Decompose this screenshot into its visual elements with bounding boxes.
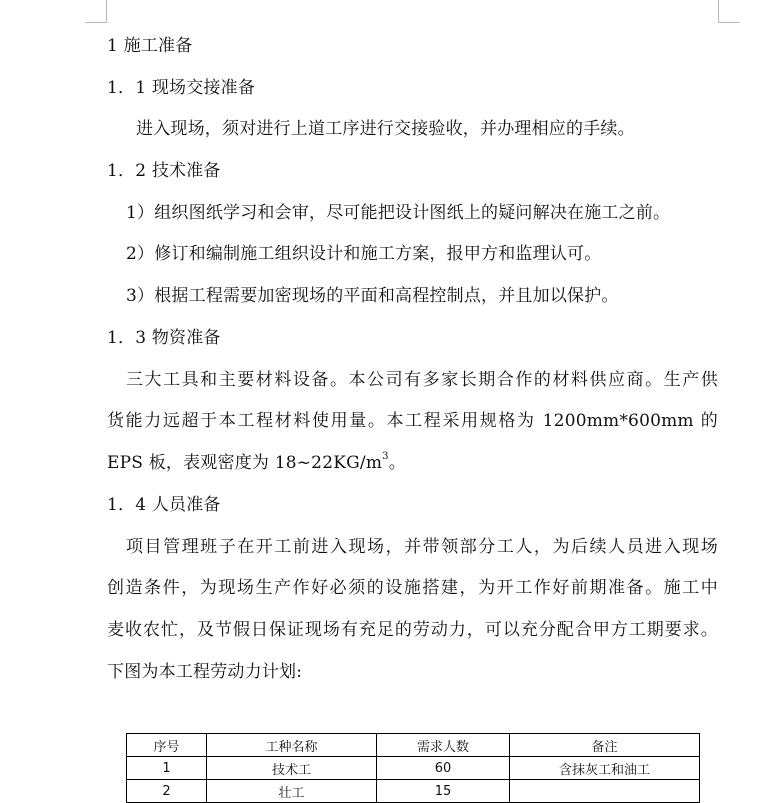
page-margin-corner-top-right [718, 0, 740, 23]
list-item-technical-2: 2）修订和编制施工组织设计和施工方案，报甲方和监理认可。 [126, 244, 602, 264]
list-item-technical-1: 1）组织图纸学习和会审，尽可能把设计图纸上的疑问解决在施工之前。 [126, 203, 671, 223]
list-item-technical-3: 3）根据工程需要加密现场的平面和高程控制点，并且加以保护。 [126, 286, 619, 306]
labor-plan-table [126, 733, 700, 803]
table-cell: 技术工 [207, 757, 377, 780]
table-cell: 60 [377, 757, 510, 780]
paragraph-personnel-line-4: 下图为本工程劳动力计划: [107, 662, 303, 682]
sentence-period: 。 [388, 453, 406, 473]
table-header-row [127, 734, 700, 757]
subsection-heading-site-handover: 1．1 现场交接准备 [107, 78, 256, 98]
table-header-cell: 需求人数 [377, 734, 510, 757]
paragraph-site-handover: 进入现场，须对进行上道工序进行交接验收，并办理相应的手续。 [136, 119, 635, 139]
paragraph-materials-line-1: 三大工具和主要材料设备。本公司有多家长期合作的材料供应商。生产供 [126, 370, 718, 390]
table-cell: 2 [127, 780, 207, 803]
table-header-cell: 工种名称 [207, 734, 377, 757]
paragraph-personnel-line-2: 创造条件，为现场生产作好必须的设施搭建，为开工作好前期准备。施工中 [107, 578, 718, 598]
section-title: 1 施工准备 [107, 36, 193, 56]
table-row [127, 757, 700, 780]
table-row [127, 780, 700, 803]
subsection-heading-technical: 1．2 技术准备 [107, 161, 221, 181]
subsection-heading-materials: 1．3 物资准备 [107, 328, 221, 348]
table-cell: 15 [377, 780, 510, 803]
density-text: EPS 板，表观密度为 18~22KG/m [107, 453, 383, 473]
subsection-heading-personnel: 1．4 人员准备 [107, 495, 221, 515]
paragraph-personnel-line-1: 项目管理班子在开工前进入现场，并带领部分工人，为后续人员进入现场 [126, 537, 718, 557]
density-unit-exponent: 3 [382, 451, 389, 463]
table-header-cell: 序号 [127, 734, 207, 757]
paragraph-materials-line-2: 货能力远超于本工程材料使用量。本工程采用规格为 1200mm*600mm 的 [107, 411, 718, 431]
table-cell: 含抹灰工和油工 [510, 757, 700, 780]
page-margin-corner-top-left [85, 0, 107, 23]
table-cell [510, 780, 700, 803]
paragraph-personnel-line-3: 麦收农忙，及节假日保证现场有充足的劳动力，可以充分配合甲方工期要求。 [107, 620, 718, 640]
table-cell: 壮工 [207, 780, 377, 803]
paragraph-materials-line-3 [107, 451, 406, 475]
table-cell: 1 [127, 757, 207, 780]
table-header-cell: 备注 [510, 734, 700, 757]
